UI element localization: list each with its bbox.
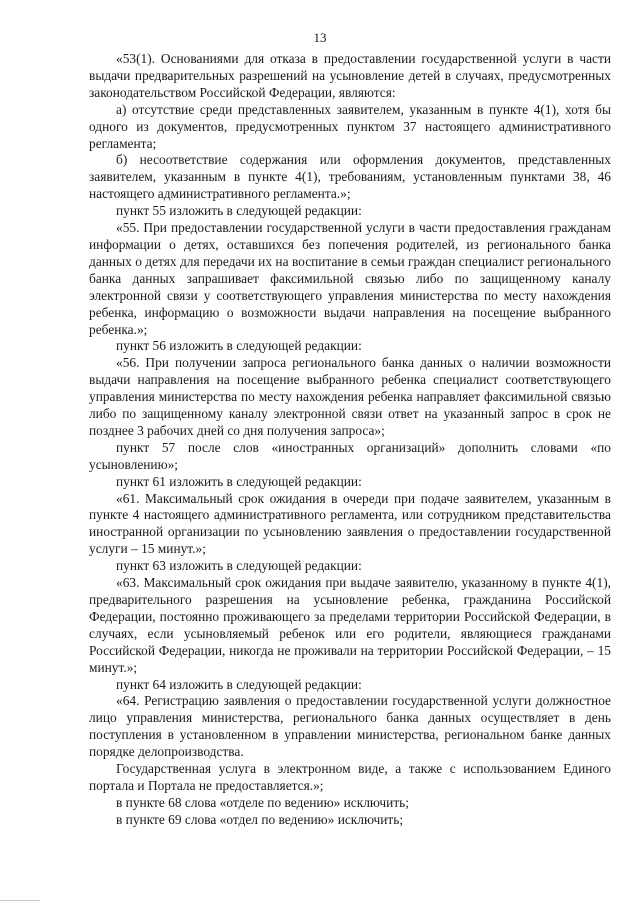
paragraph-53-1-a: а) отсутствие среди представленных заявителем, указанным в пункте 4(1), хотя бы одного из документов, предусмотренных пунктом 37 настоящего административного регламента; bbox=[89, 101, 611, 151]
paragraph-53-1: «53(1). Основаниями для отказа в предоставлении государственной услуги в части выдачи предварительных разрешений на усыновление детей в случаях, предусмотренных законодательством Российской Федерации, являются: bbox=[89, 51, 611, 100]
page-number: 13 bbox=[313, 30, 327, 45]
paragraph-55: «55. При предоставлении государственной услуги в части предоставления гражданам информации о детях, оставшихся без попечения родителей, из регионального банка данных о детях для передачи их на воспитание в семьи граждан специалист регионального банка данных запрашивает факсимильной связью либо по защищенному каналу электронной связи у соответствующего управления министерства по месту нахождения ребенка, информацию о возможности выдачи направления на посещение выбранного ребенка.»; bbox=[89, 220, 611, 337]
paragraph-64: «64. Регистрацию заявления о предоставлении государственной услуги должностное лицо управления министерства, регионального банка данных осуществляет в день поступления в установленном в управлении министерства, региональном банке данных порядке делопроизводства. bbox=[89, 693, 611, 760]
paragraph-63: «63. Максимальный срок ожидания при выдаче заявителю, указанному в пункте 4(1), предварительного разрешения на усыновление ребенка, гражданина Российской Федерации, постоянно проживающего за пределами территории Российской Федерации, в случаях, если усыновляемый ребенок или его родители, являющиеся гражданами Российской Федерации, никогда не проживали на территории Российской Федерации, – 15 минут.»; bbox=[89, 575, 611, 675]
document-body bbox=[89, 51, 611, 829]
paragraph-61: «61. Максимальный срок ожидания в очереди при подаче заявителем, указанным в пункте 4 настоящего административного регламента, или сотрудником представительства иностранной организации по усыновлению заявления о предоставлении государственной услуги – 15 минут.»; bbox=[89, 490, 611, 557]
instruction-point-64: пункт 64 изложить в следующей редакции: bbox=[116, 676, 362, 692]
paragraph-56: «56. При получении запроса регионального банка данных о наличии возможности выдачи направления на посещение выбранного ребенка специалист соответствующего управления министерства по месту нахождения ребенка направляет факсимильной связью либо по защищенному каналу электронной связи ответ на указанный запрос в срок не позднее 3 рабочих дней со дня получения запроса»; bbox=[89, 355, 611, 438]
instruction-point-56: пункт 56 изложить в следующей редакции: bbox=[116, 338, 362, 354]
instruction-point-57: пункт 57 после слов «иностранных организаций» дополнить словами «по усыновлению»; bbox=[89, 439, 611, 472]
instruction-point-61: пункт 61 изложить в следующей редакции: bbox=[116, 473, 362, 489]
paragraph-64-electronic: Государственная услуга в электронном виде, а также с использованием Единого портала и Портала не предоставляется.»; bbox=[89, 761, 611, 793]
instruction-point-55: пункт 55 изложить в следующей редакции: bbox=[116, 203, 362, 219]
instruction-point-69: в пункте 69 слова «отдел по ведению» исключить; bbox=[116, 811, 404, 827]
instruction-point-63: пункт 63 изложить в следующей редакции: bbox=[116, 558, 362, 574]
paragraph-53-1-b: б) несоответствие содержания или оформления документов, представленных заявителем, указанным в пункте 4(1), требованиям, установленным пунктами 38, 46 настоящего административного регламента.»; bbox=[89, 152, 611, 202]
instruction-point-68: в пункте 68 слова «отделе по ведению» исключить; bbox=[116, 794, 410, 810]
bottom-rule bbox=[0, 900, 40, 901]
